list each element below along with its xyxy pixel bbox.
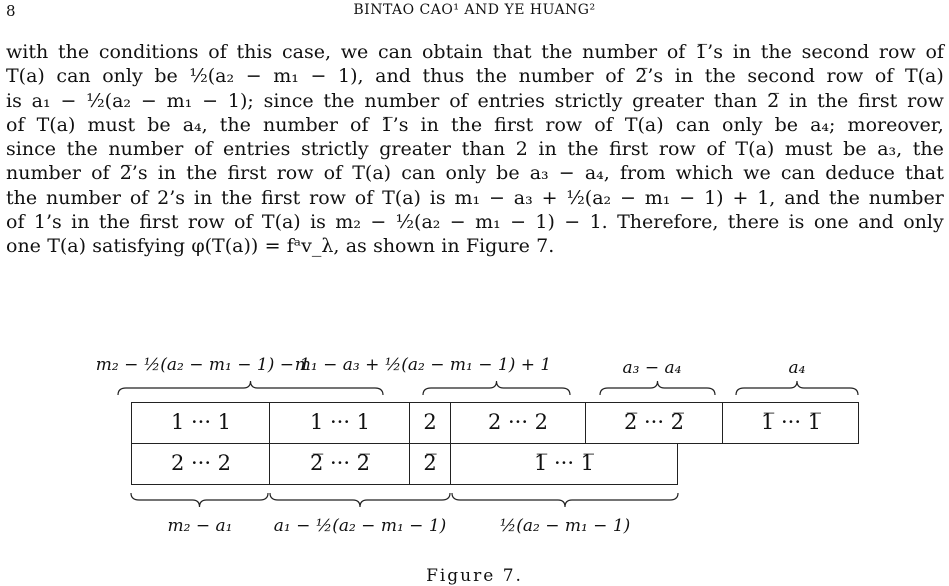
paragraph-word: in (441, 235, 460, 258)
paragraph-word: that (492, 41, 532, 63)
paragraph-word: T(a) (904, 65, 944, 88)
paragraph-word: first (227, 162, 267, 185)
paragraph-word: be (154, 65, 178, 88)
paragraph-word: thus (422, 65, 465, 88)
paragraph-word: the (450, 113, 483, 136)
paragraph-word: ½(a₂ (395, 211, 441, 234)
tableau-cell: 2 ··· 2 (450, 402, 586, 444)
paragraph-word: − (449, 211, 466, 234)
tableau-cell: 1 ··· 1 (131, 402, 270, 444)
paragraph-word: the (828, 186, 860, 209)
paragraph-word: 1’s (33, 211, 62, 234)
paragraph-word: of (594, 113, 613, 136)
paragraph-word: a₄, (584, 162, 610, 185)
paragraph-word: − (679, 186, 696, 209)
paragraph-word: − (558, 162, 575, 185)
paragraph-word: first (609, 138, 649, 161)
paragraph-word: row (878, 41, 916, 63)
paragraph-word: entries (223, 138, 291, 161)
paragraph-word: in (71, 211, 90, 234)
paragraph-word: a₃ (513, 186, 533, 209)
paragraph-word: must (87, 113, 136, 136)
paragraph-word: the (221, 186, 253, 209)
paragraph-word: − (140, 89, 157, 112)
paragraph-word: 2 (515, 138, 528, 161)
paragraph-word: of (129, 186, 149, 209)
bottom-brace-label: m₂ − a₁ (167, 516, 233, 536)
paragraph-word: of (925, 41, 944, 63)
tableau-cell: 1̅ ··· 1̅ (722, 402, 859, 444)
curly-brace (736, 381, 858, 395)
paragraph-word: there (727, 211, 780, 234)
paragraph-word: of (208, 41, 227, 63)
paragraph-word: row (309, 186, 346, 209)
curly-brace (270, 493, 450, 507)
tableau-cell: 2̅ (409, 443, 451, 485)
paragraph-word: the (98, 211, 130, 234)
paragraph-word: a₃, (877, 138, 903, 161)
paragraph-word: since (263, 89, 314, 112)
running-header: BINTAO CAO¹ AND YE HUANG² (353, 2, 596, 18)
paragraph-word: number (582, 41, 658, 63)
paragraph-word: we (340, 41, 369, 63)
paragraph-word: can (401, 162, 436, 185)
paragraph-word: m₁ (454, 186, 481, 209)
paragraph-word: m₁ (273, 65, 299, 88)
paragraph-word: in (420, 113, 439, 136)
paragraph-word: ½(a₂ (566, 186, 612, 209)
paragraph-word: number (6, 162, 81, 185)
paragraph-word: of (449, 89, 468, 112)
paragraph-word: + (732, 186, 749, 209)
paragraph-word: number (45, 186, 121, 209)
paragraph-word: first (494, 113, 534, 136)
paragraph-word: number (868, 186, 944, 209)
paragraph-word: of (91, 162, 110, 185)
paragraph-word: m₁ (166, 89, 193, 112)
paragraph-word: ½(a₂ (86, 89, 132, 112)
paragraph-word: row (545, 113, 583, 136)
paragraph-word: greater (632, 89, 704, 112)
paragraph-word: be (496, 162, 520, 185)
paragraph-word: entries (477, 89, 545, 112)
paragraph-word: 2̅ (767, 89, 780, 112)
paragraph-word: in (538, 138, 557, 161)
bottom-brace-label: a₁ − ½(a₂ − m₁ − 1) (273, 516, 447, 536)
paragraph-word: with (6, 41, 49, 63)
paragraph-word: of (193, 138, 213, 161)
paragraph-word: the (541, 41, 573, 63)
paragraph-word: the (6, 186, 38, 209)
paragraph-word: the (760, 41, 792, 63)
paragraph-word: in (732, 41, 752, 63)
paragraph-word: first (261, 186, 301, 209)
curly-brace (600, 381, 715, 395)
paragraph-word: − (510, 211, 526, 234)
paragraph-word: the (57, 41, 90, 63)
paragraph-word: only (445, 162, 487, 185)
paragraph-word: second (747, 65, 815, 88)
paragraph-word: 1) (535, 211, 555, 234)
paragraph-word: in (193, 186, 213, 209)
paragraph-word: a₃ (529, 162, 549, 185)
paragraph-word: row (658, 138, 696, 161)
paragraph-word: the (323, 89, 355, 112)
paragraph-word: m₂ (335, 211, 361, 234)
paragraph-word: Figure (465, 235, 530, 258)
paragraph-word: first (858, 89, 898, 112)
paragraph-word: 1, (757, 186, 776, 209)
paragraph-word: row (187, 211, 225, 234)
paragraph-word: number (518, 65, 594, 88)
paragraph-word: be (147, 113, 171, 136)
paragraph-word: − (310, 65, 327, 88)
paragraph-word: of (605, 65, 624, 88)
paragraph-word: a₄, (182, 113, 208, 136)
paragraph-word: − (488, 186, 505, 209)
paragraph-word: the (186, 162, 218, 185)
paragraph-word: can (780, 162, 816, 185)
paragraph-word: 7. (536, 235, 555, 258)
paragraph-word: greater (379, 138, 451, 161)
paragraph-word: strictly (554, 89, 623, 112)
paragraph-word: in (789, 89, 808, 112)
paragraph-word: in (674, 65, 694, 88)
bottom-brace-label: ½(a₂ − m₁ − 1) (499, 516, 631, 536)
top-brace-label: m₁ − a₃ + ½(a₂ − m₁ − 1) + 1 (294, 355, 552, 375)
paragraph-word: and (858, 211, 894, 234)
paragraph-word: is (429, 186, 446, 209)
paragraph-word: of (350, 113, 369, 136)
paragraph-word: 1) (704, 186, 724, 209)
paragraph-word: 1̅’s (380, 113, 409, 136)
paragraph-word: T(a) (735, 138, 775, 161)
paragraph-word: of (666, 41, 686, 63)
paragraph-word: can (378, 41, 413, 63)
paragraph-word: deduce (825, 162, 895, 185)
paragraph-word: and (784, 186, 820, 209)
tableau-cell: 1 ··· 1 (269, 402, 410, 444)
paragraph-word: of (354, 186, 374, 209)
paragraph-word: T(a) (624, 113, 664, 136)
paragraph-word: T(a) (382, 186, 421, 209)
paragraph-word: is (310, 211, 326, 234)
curly-brace (131, 493, 268, 507)
paragraph-word: row (826, 65, 864, 88)
paragraph-word: 1); (227, 89, 254, 112)
paragraph-word: is (6, 89, 22, 112)
paragraph-word: a₄; (810, 113, 836, 136)
paragraph-word: T(a) (261, 211, 301, 234)
paragraph-word: of (6, 211, 25, 234)
paragraph-word: the (66, 138, 98, 161)
figure-caption: Figure 7. (426, 566, 523, 586)
paragraph-word: number (108, 138, 184, 161)
top-brace-label: a₃ − a₄ (622, 358, 682, 378)
paragraph-word: the (817, 89, 849, 112)
paragraph-word: in (157, 162, 177, 185)
paragraph-word: first (139, 211, 179, 234)
paragraph-word: − (245, 65, 262, 88)
paragraph-word: only (722, 113, 763, 136)
paragraph-word: one (6, 235, 41, 258)
paragraph-word: we (743, 162, 771, 185)
curly-brace (452, 493, 678, 507)
page-number: 8 (6, 2, 16, 20)
paragraph-word: be (843, 138, 867, 161)
paragraph-word: 1. (589, 211, 608, 234)
paragraph-word: must (784, 138, 833, 161)
paragraph-word: one (813, 211, 849, 234)
paragraph-word: moreover, (847, 113, 944, 136)
paragraph-word: second (801, 41, 870, 63)
paragraph-word: which (675, 162, 734, 185)
paragraph-word: and (375, 65, 411, 88)
paragraph-word: 2̅’s (119, 162, 148, 185)
paragraph-word: a₁ (31, 89, 51, 112)
paragraph-word: be (774, 113, 799, 136)
paragraph-word: the (912, 138, 944, 161)
paragraph-word: conditions (98, 41, 199, 63)
paragraph-word: since (6, 138, 56, 161)
paragraph-word: case, (281, 41, 331, 63)
paragraph-word: row (276, 162, 314, 185)
curly-brace (118, 381, 383, 395)
paragraph-word: as (345, 235, 367, 258)
paragraph-word: this (236, 41, 273, 63)
tableau-cell: 2 ··· 2 (131, 443, 270, 485)
paragraph-word: of (323, 162, 343, 185)
paragraph-word: shown (373, 235, 435, 258)
top-brace-label: m₂ − ½(a₂ − m₁ − 1) − 1 (95, 355, 311, 375)
paragraph-word: = (264, 235, 281, 258)
tableau-cell: 2̅ ··· 2̅ (269, 443, 410, 485)
paragraph-word: fᵃv_λ, (286, 235, 340, 258)
paragraph-word: T(a) (6, 65, 45, 88)
tableau-cell: 1̅ ··· 1̅ (450, 443, 678, 485)
paragraph-word: 2’s (157, 186, 186, 209)
paragraph-word: 2̅’s (635, 65, 664, 88)
paragraph-word: can (56, 65, 91, 88)
paragraph-word: ½(a₂ (189, 65, 235, 88)
paragraph-word: is (788, 211, 805, 234)
paragraph-word: number (262, 113, 338, 136)
paragraph-word: of (234, 211, 253, 234)
paragraph-word: − (620, 186, 636, 209)
paragraph-word: − (60, 89, 77, 112)
paragraph-word: the (475, 65, 508, 88)
paragraph-word: satisfying (92, 235, 186, 258)
paragraph-word: than (461, 138, 506, 161)
paragraph-word: − (564, 211, 581, 234)
paragraph-word: can (675, 113, 710, 136)
paragraph-word: T(a) (352, 162, 392, 185)
curly-brace (423, 381, 570, 395)
paragraph-word: from (619, 162, 666, 185)
paragraph-word: strictly (300, 138, 369, 161)
paragraph-word: − (370, 211, 387, 234)
paragraph-word: Therefore, (617, 211, 719, 234)
paragraph-word: of (706, 138, 725, 161)
paragraph-word: 1), (337, 65, 364, 88)
tableau-cell: 2 (409, 402, 451, 444)
paragraph-word: of (6, 113, 25, 136)
paragraph-word: + (541, 186, 558, 209)
tableau-cell: 2̅ ··· 2̅ (585, 402, 723, 444)
paragraph-word: the (704, 65, 736, 88)
top-brace-label: a₄ (788, 358, 806, 378)
paragraph-word: the (567, 138, 599, 161)
paragraph-word: T(a) (36, 113, 76, 136)
paragraph-word: obtain (421, 41, 483, 63)
paragraph-word: φ(T(a)) (191, 235, 259, 258)
paragraph-word: m₁ (475, 211, 501, 234)
paragraph-word: the (219, 113, 251, 136)
paragraph-word: of (874, 65, 894, 88)
paragraph-word: 1̅’s (695, 41, 723, 63)
paragraph-word: only (102, 65, 143, 88)
paragraph-word: T(a) (47, 235, 87, 258)
paragraph-word: that (905, 162, 944, 185)
paragraph-word: than (713, 89, 758, 112)
paragraph-word: row (907, 89, 944, 112)
paragraph-word: only (903, 211, 944, 234)
paragraph-word: number (364, 89, 440, 112)
paragraph-word: m₁ (644, 186, 671, 209)
paragraph-word: − (202, 89, 219, 112)
